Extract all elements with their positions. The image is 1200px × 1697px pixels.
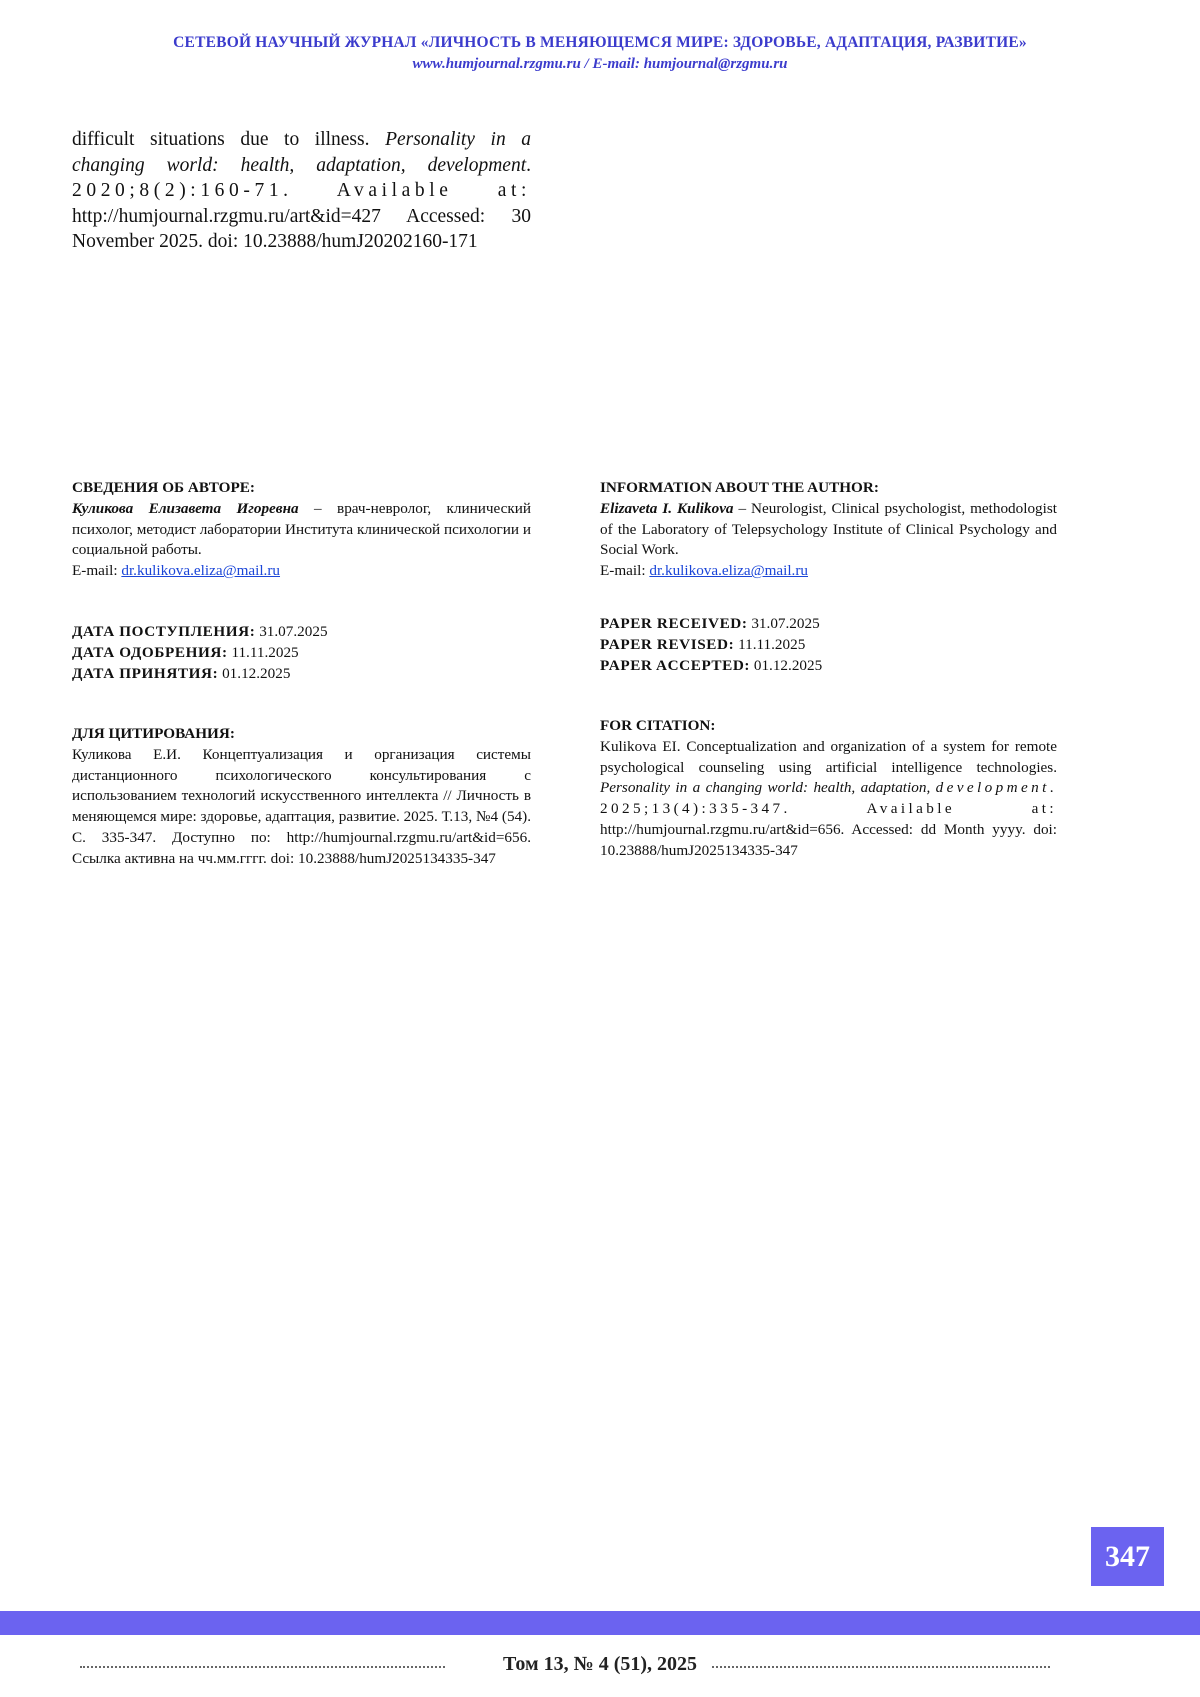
received-row-ru: [72, 622, 531, 643]
email-label: E-mail:: [72, 562, 122, 580]
email-link-ru[interactable]: dr.kulikova.eliza@mail.ru: [121, 562, 281, 580]
email-link-en[interactable]: dr.kulikova.eliza@mail.ru: [649, 562, 809, 580]
revised-date-en: 11.11.2025: [734, 635, 806, 653]
accepted-label-en: PAPER ACCEPTED:: [600, 656, 751, 674]
accepted-date-ru: 01.12.2025: [218, 664, 291, 682]
author-name-en: Elizaveta I. Kulikova: [600, 499, 734, 517]
journal-website-email: www.humjournal.rzgmu.ru / E-mail: humjournal@rzgmu.ru: [412, 56, 788, 72]
reference-text: .: [526, 154, 531, 176]
citation-heading-ru: ДЛЯ ЦИТИРОВАНИЯ:: [72, 725, 235, 742]
received-row-en: [600, 614, 1057, 635]
citation-text-ru: Куликова Е.И. Концептуализация и организация системы дистанционного психологического консультирования с использованием технологий искусственного интеллекта // Личность в меняющемся мире: здоровье, адаптация, развитие. 2025. Т.13, №4 (54). С. 335-347. Доступно по: http://humjournal.rzgmu.ru/art&id=656. Ссылка активна на чч.мм.гггг. doi: 10.23888/humJ2025134335-347: [72, 745, 531, 867]
citation-text-en: [600, 737, 1057, 862]
author-role-ru: – врач-невролог, клинический психолог, методист лаборатории Института клинической психологии и социальной работы.: [72, 499, 532, 559]
reference-link[interactable]: http://humjournal.rzgmu.ru/art&id=427 Accessed: 30 November 2025. doi: 10.23888/humJ20202160-171: [72, 205, 531, 252]
reference-issue: 2020;8(2):160-71. Available at:: [72, 180, 531, 201]
accepted-label-ru: ДАТА ПРИНЯТИЯ:: [72, 664, 219, 682]
footer-issue: [0, 1653, 1200, 1676]
dates-en: [600, 614, 1057, 676]
revised-row-en: [600, 635, 1057, 656]
reference-text: difficult situations due to illness.: [72, 129, 386, 150]
received-date-en: 31.07.2025: [747, 615, 820, 632]
reference-journal: Personality in a changing world: health, adaptation, development: [72, 129, 532, 176]
author-info-ru: [72, 478, 531, 582]
issue-label: Том 13, № 4 (51), 2025: [489, 1653, 711, 1675]
citation-text-part: Kulikova EI. Conceptualization and organization of a system for remote psychological counseling using artificial intelligence technologies.: [600, 737, 1057, 776]
citation-ru: [72, 724, 531, 870]
author-heading-en: INFORMATION ABOUT THE AUTHOR:: [600, 479, 879, 496]
journal-title: СЕТЕВОЙ НАУЧНЫЙ ЖУРНАЛ «ЛИЧНОСТЬ В МЕНЯЮЩЕМСЯ МИРЕ: ЗДОРОВЬЕ, АДАПТАЦИЯ, РАЗВИТИЕ»: [173, 34, 1027, 51]
author-name-ru: Куликова Елизавета Игоревна: [72, 499, 299, 517]
dates-ru: [72, 622, 531, 684]
citation-en: [600, 716, 1057, 862]
author-heading-ru: СВЕДЕНИЯ ОБ АВТОРЕ:: [72, 479, 255, 496]
received-date-ru: 31.07.2025: [255, 623, 328, 640]
citation-text-part: http://humjournal.rzgmu.ru/art&id=656. Accessed: dd Month yyyy. doi: 10.23888/humJ2025134335-347: [600, 820, 1057, 859]
revised-row-ru: [72, 643, 531, 664]
received-label-ru: ДАТА ПОСТУПЛЕНИЯ:: [72, 623, 256, 640]
revised-label-en: PAPER REVISED:: [600, 635, 735, 653]
author-description-ru: [72, 499, 531, 561]
email-label: E-mail:: [600, 562, 650, 580]
citation-journal-en: Personality in a changing world: health, adaptation,: [600, 779, 936, 797]
citation-heading-en: FOR CITATION:: [600, 717, 716, 734]
received-label-en: PAPER RECEIVED:: [600, 615, 748, 632]
reference-tail: [72, 127, 531, 255]
revised-date-ru: 11.11.2025: [227, 643, 299, 661]
revised-label-ru: ДАТА ОДОБРЕНИЯ:: [72, 643, 228, 661]
accepted-date-en: 01.12.2025: [750, 656, 823, 674]
citation-journal-en-tail: development: [935, 779, 1050, 797]
footer-accent-bar: [0, 1611, 1200, 1635]
accepted-row-en: [600, 656, 1057, 677]
page-number-badge: 347: [1091, 1527, 1164, 1586]
author-description-en: [600, 499, 1057, 561]
accepted-row-ru: [72, 664, 531, 685]
author-role-en: – Neurologist, Clinical psychologist, methodologist of the Laboratory of Telepsychology Institute of Clinical Psychology and Social Work.: [600, 499, 1057, 559]
citation-issue-en: . 2025;13(4):335-347. Available at:: [600, 779, 1057, 818]
author-info-en: [600, 478, 1057, 582]
